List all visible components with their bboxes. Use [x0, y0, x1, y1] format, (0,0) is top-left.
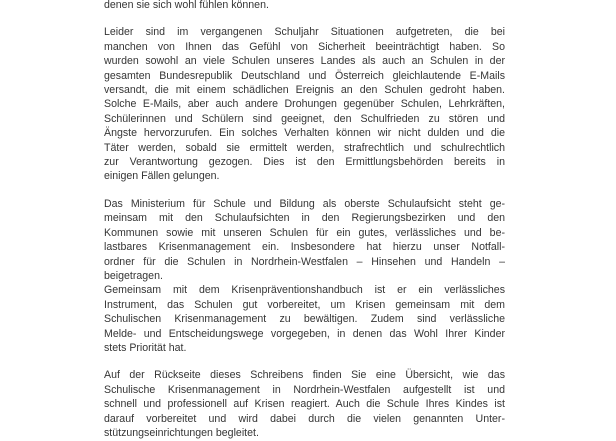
- text-line: Kommunen sowie mit unseren Schulen für ein gutes, verlässliches und be-: [104, 226, 505, 239]
- text-line: meinsam mit den Schulaufsichten in den Regierungsbezirken und den: [104, 212, 505, 225]
- text-line: Solche E-Mails, aber auch andere Drohungen gegenüber Schulen, Lehrkräften,: [104, 98, 505, 111]
- text-line: Schulischen Krisenmanagement zu bewältigen. Zudem sind verlässliche: [104, 313, 505, 326]
- text-line: lastbares Krisenmanagement ein. Insbesondere hat hierzu unser Notfall-: [104, 241, 505, 254]
- paragraph-block: [104, 25, 505, 183]
- paragraph-block: [104, 197, 505, 355]
- text-line: ordner für die Schulen in Nordrhein-Westfalen – Hinsehen und Handeln –: [104, 255, 505, 268]
- text-line: beigetragen.: [104, 269, 163, 282]
- paragraph-block: [104, 368, 505, 440]
- text-line: versandt, die mit einem schädlichen Ereignis an den Schulen gedroht haben.: [104, 84, 505, 97]
- text-line: gesamten Bundesrepublik Deutschland und Österreich gleichlautende E-Mails: [104, 69, 505, 82]
- text-line: einigen Fällen gelungen.: [104, 170, 220, 183]
- text-line: wurden sowohl an viele Schulen unseres Landes als auch an Schulen in der: [104, 55, 505, 68]
- text-line: Auf der Rückseite dieses Schreibens finden Sie eine Übersicht, wie das: [104, 369, 505, 382]
- text-line: Gemeinsam mit dem Krisenpräventionshandbuch ist er ein verlässliches: [104, 284, 505, 297]
- text-line: Schülerinnen und Schülern sind geeignet, den Schulfrieden zu stören und: [104, 112, 505, 125]
- text-line: manchen von Ihnen das Gefühl von Sicherheit beeinträchtigt haben. So: [104, 40, 505, 53]
- text-line: Täter werden, sobald sie ermittelt werden, strafrechtlich und schulrechtlich: [104, 141, 505, 154]
- letter-body-text: [104, 0, 505, 440]
- text-line: Leider sind im vergangenen Schuljahr Situationen aufgetreten, die bei: [104, 26, 505, 39]
- text-line: stützungseinrichtungen begleitet.: [104, 426, 259, 439]
- text-line: Ängste hervorzurufen. Ein solches Verhalten können wir nicht dulden und die: [104, 127, 505, 140]
- text-line: Instrument, das Schulen gut vorbereitet, um Krisen gemeinsam mit dem: [104, 298, 505, 311]
- text-line: Schulische Krisenmanagement in Nordrhein-Westfalen aufgestellt ist und: [104, 383, 505, 396]
- text-line: schnell und professionell auf Krisen reagiert. Auch die Schule Ihres Kindes ist: [104, 398, 505, 411]
- text-line: darauf vorbereitet und wird dabei durch die vielen genannten Unter-: [104, 412, 505, 425]
- text-line: zur Verantwortung gezogen. Dies ist den Ermittlungsbehörden bereits in: [104, 156, 505, 169]
- text-line: Melde- und Entscheidungswege vorgegeben, in denen das Wohl Ihrer Kinder: [104, 327, 505, 340]
- text-line: denen sie sich wohl fühlen können.: [104, 0, 269, 11]
- text-line: Das Ministerium für Schule und Bildung als oberste Schulaufsicht steht ge-: [104, 197, 505, 210]
- paragraph-block: [104, 0, 505, 12]
- text-line: stets Priorität hat.: [104, 341, 187, 354]
